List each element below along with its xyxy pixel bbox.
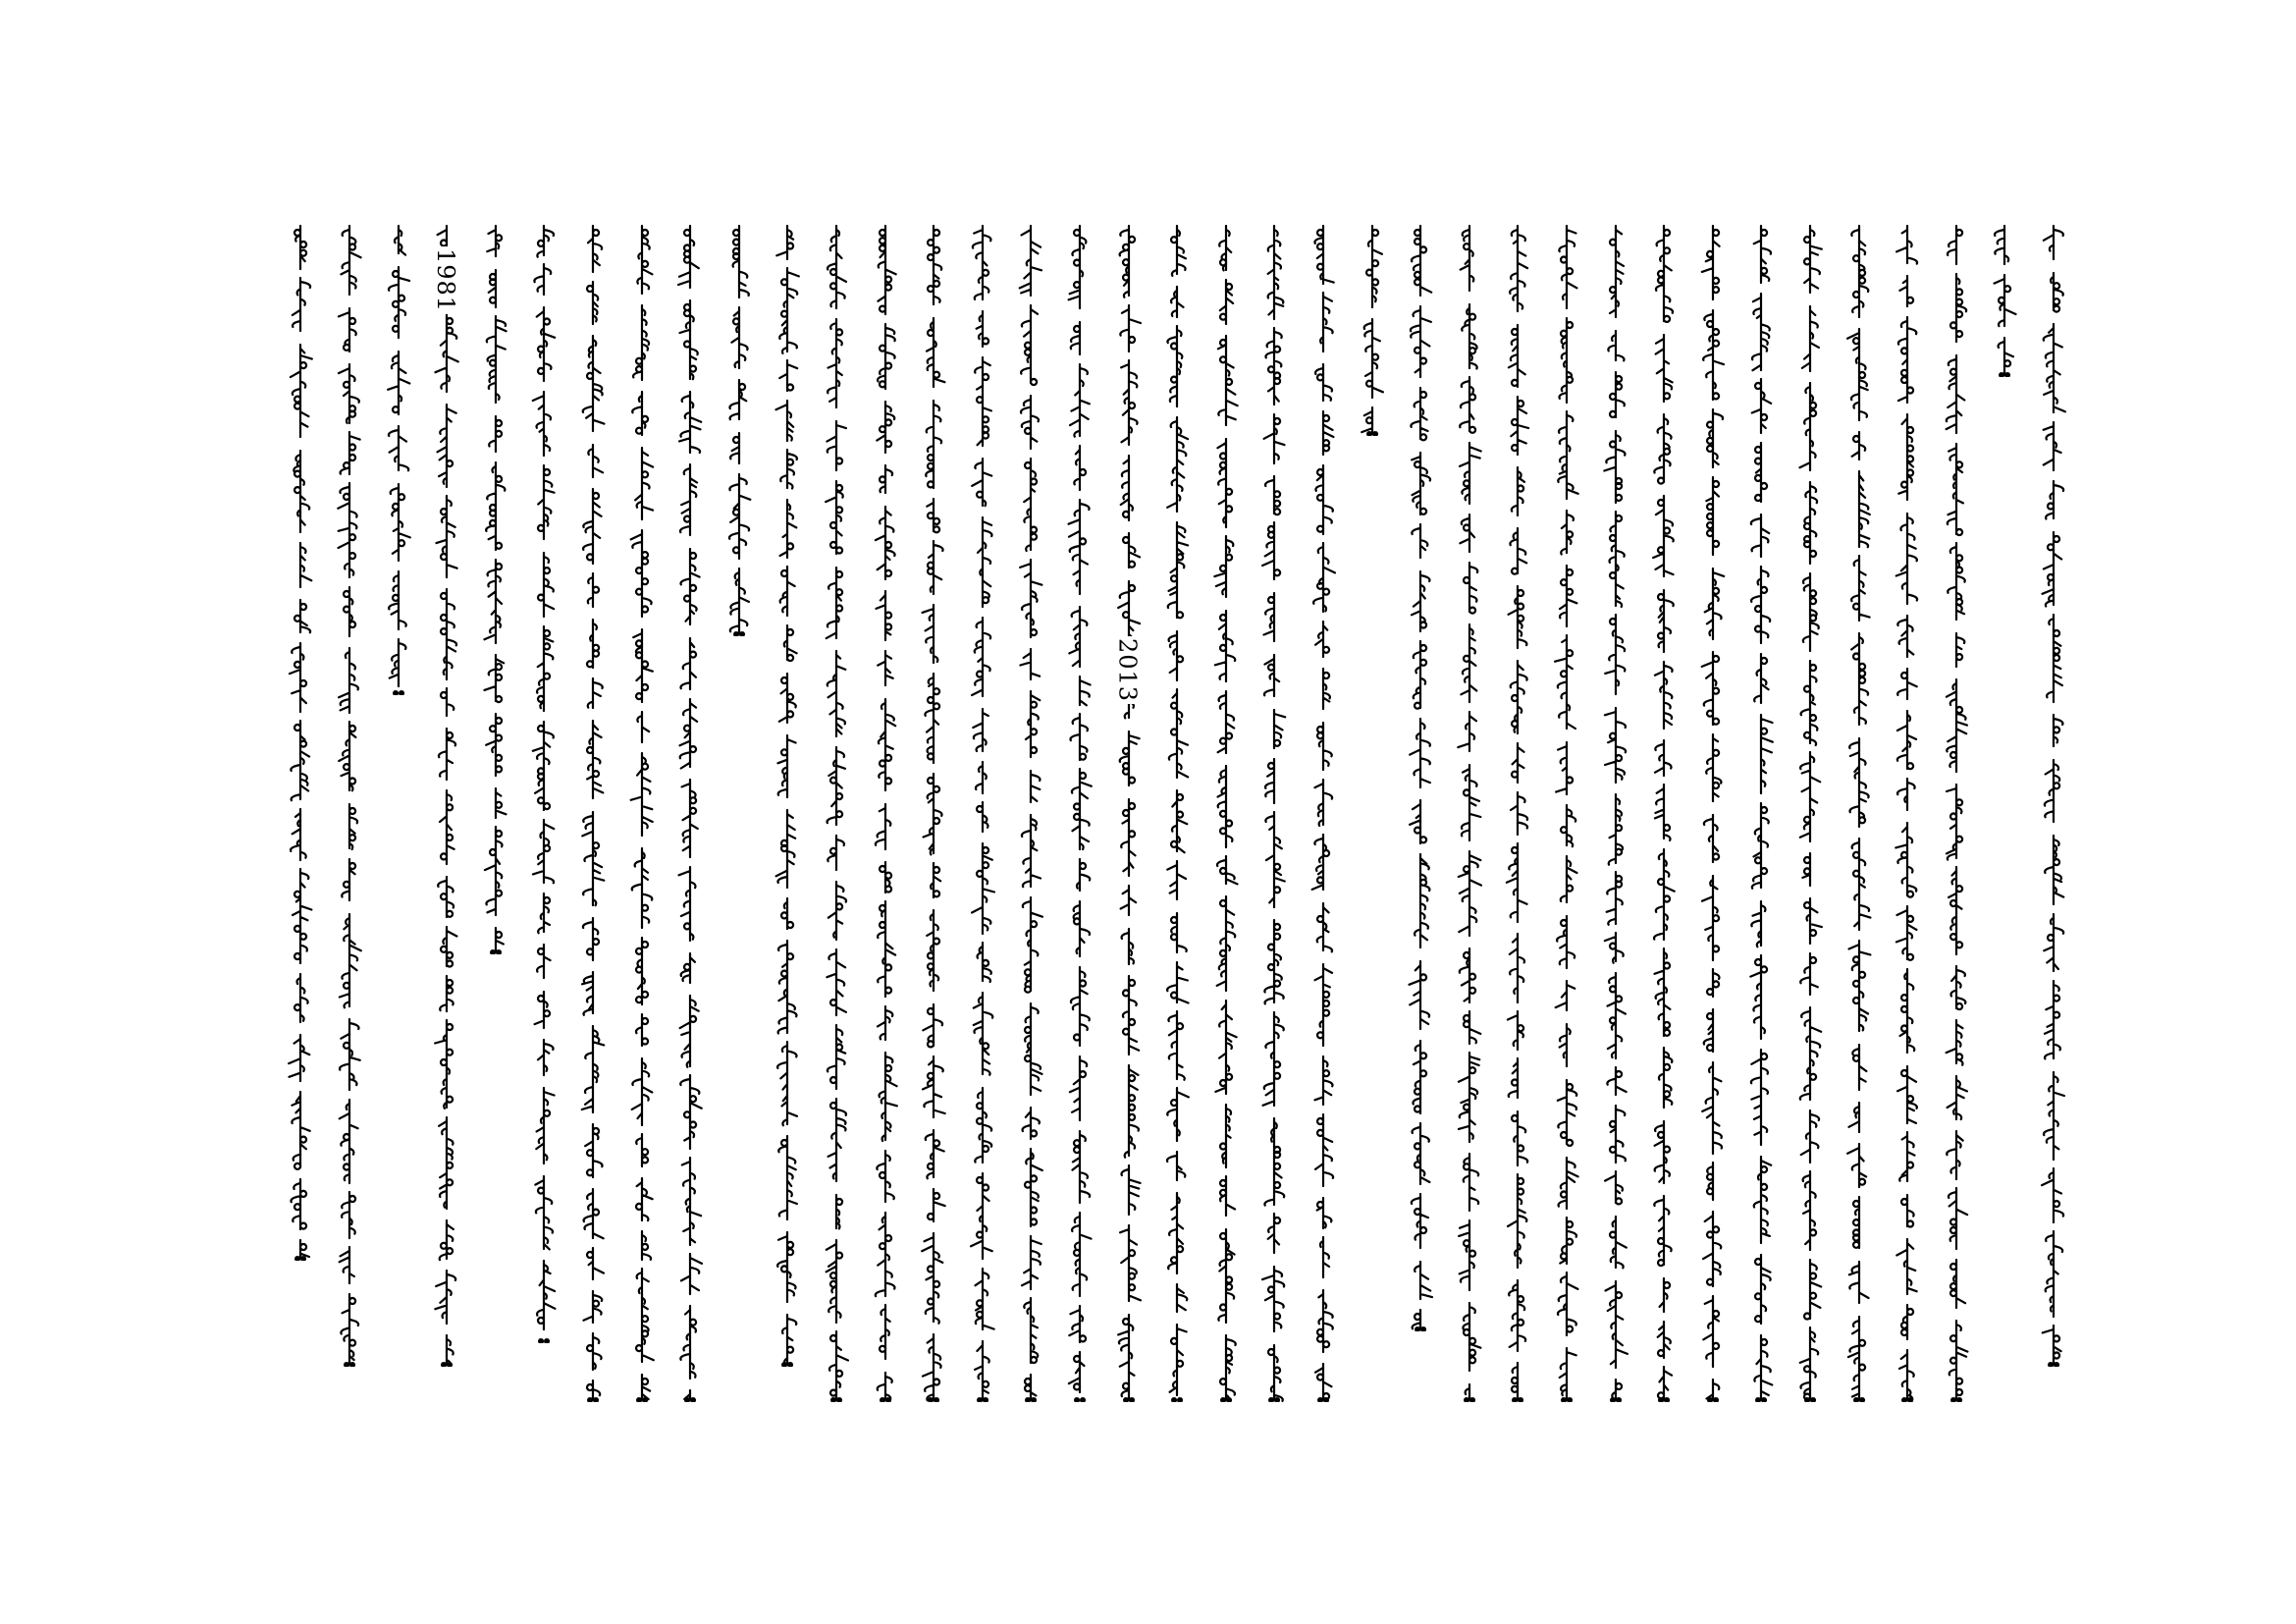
script-glyphs [1360, 224, 1385, 436]
text-column-7 [1748, 224, 1774, 1402]
text-column-12 [1505, 224, 1530, 1402]
script-glyphs [1261, 224, 1287, 1402]
text-column-32 [531, 224, 557, 1343]
script-glyphs [288, 224, 313, 1261]
script-glyphs [1748, 224, 1774, 1402]
script-glyphs [1992, 224, 2017, 377]
script-glyphs [1505, 224, 1530, 1402]
script-glyphs [1018, 224, 1043, 1402]
script-glyphs [1554, 224, 1579, 1402]
script-glyphs [1457, 224, 1482, 1402]
script-glyphs [1944, 224, 1969, 1402]
script-glyphs [1408, 224, 1433, 1331]
script-glyphs [726, 224, 752, 636]
script-glyphs [774, 224, 800, 1367]
text-column-21 [1067, 224, 1093, 1402]
year-numeral: 1981 [432, 248, 460, 313]
text-column-15 [1360, 224, 1385, 436]
text-column-23 [970, 224, 995, 1402]
script-glyphs [629, 224, 655, 1402]
text-column-4 [1895, 224, 1920, 1402]
text-column-13 [1457, 224, 1482, 1402]
text-column-2 [1992, 224, 2017, 377]
text-column-10 [1603, 224, 1629, 1402]
text-column-5 [1846, 224, 1872, 1402]
script-glyphs [580, 224, 606, 1402]
text-column-27 [774, 224, 800, 1367]
script-glyphs [337, 224, 362, 1367]
script-glyphs [1895, 224, 1920, 1402]
script-glyphs [434, 224, 459, 1367]
year-numeral: 2013 [1113, 638, 1142, 703]
text-column-18 [1213, 224, 1239, 1402]
script-glyphs [1651, 224, 1677, 1402]
script-glyphs [483, 224, 508, 954]
text-column-6 [1797, 224, 1823, 1402]
script-glyphs [1797, 224, 1823, 1402]
script-glyphs [1067, 224, 1093, 1402]
text-column-8 [1700, 224, 1726, 1402]
text-column-29 [677, 224, 703, 1402]
text-column-28 [726, 224, 752, 636]
text-column-19 [1164, 224, 1190, 1402]
text-column-30 [629, 224, 655, 1402]
script-glyphs [1700, 224, 1726, 1402]
text-column-9 [1651, 224, 1677, 1402]
text-column-33 [483, 224, 508, 954]
script-glyphs [1113, 224, 1142, 1402]
script-glyphs [1164, 224, 1190, 1402]
text-column-22 [1018, 224, 1043, 1402]
text-column-17 [1261, 224, 1287, 1402]
text-column-24 [921, 224, 946, 1402]
text-column-14 [1408, 224, 1433, 1331]
script-glyphs [873, 224, 898, 1402]
script-glyphs [1846, 224, 1872, 1402]
text-column-20 [1113, 224, 1142, 1402]
text-column-36 [337, 224, 362, 1367]
text-column-1 [2041, 224, 2066, 1367]
script-glyphs [1213, 224, 1239, 1402]
script-glyphs [1310, 224, 1336, 1402]
script-glyphs [824, 224, 849, 1402]
text-column-34 [434, 224, 459, 1367]
text-column-26 [824, 224, 849, 1402]
script-glyphs [677, 224, 703, 1402]
script-glyphs [531, 224, 557, 1343]
text-column-35 [386, 224, 411, 695]
mongolian-text-block [201, 224, 2066, 1402]
script-glyphs [386, 224, 411, 695]
text-column-3 [1944, 224, 1969, 1402]
text-column-25 [873, 224, 898, 1402]
script-glyphs [921, 224, 946, 1402]
script-glyphs [1603, 224, 1629, 1402]
text-column-11 [1554, 224, 1579, 1402]
script-glyphs [2041, 224, 2066, 1367]
script-glyphs [970, 224, 995, 1402]
text-column-37 [288, 224, 313, 1261]
text-column-16 [1310, 224, 1336, 1402]
text-column-31 [580, 224, 606, 1402]
